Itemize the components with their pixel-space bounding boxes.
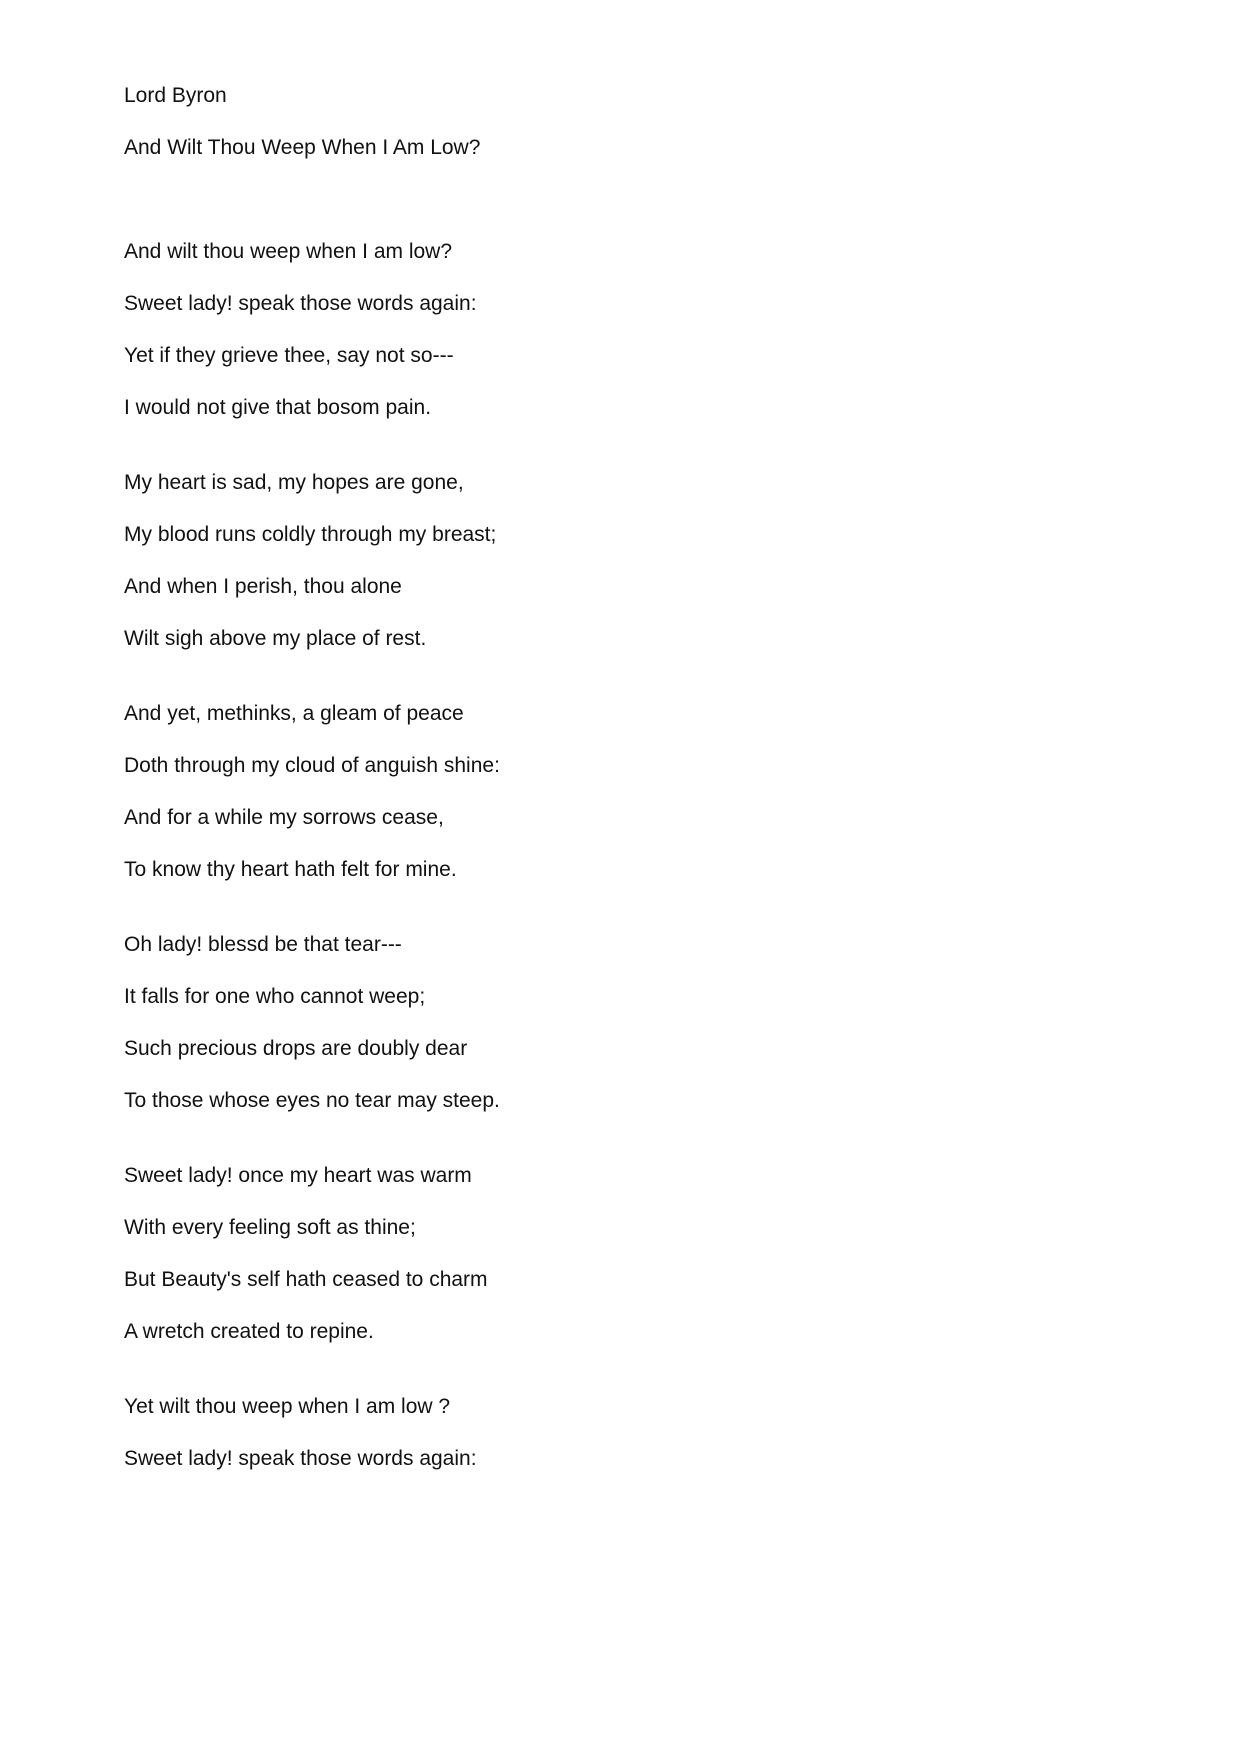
verse-line: To know thy heart hath felt for mine. <box>124 858 457 881</box>
stanza <box>124 1164 1024 1343</box>
verse-line: Oh lady! blessd be that tear--- <box>124 933 402 956</box>
verse-line: Doth through my cloud of anguish shine: <box>124 754 500 777</box>
verse-line: Such precious drops are doubly dear <box>124 1037 468 1060</box>
verse-line: It falls for one who cannot weep; <box>124 985 426 1008</box>
poem-body <box>124 84 1024 1522</box>
verse-line: Sweet lady! once my heart was warm <box>124 1164 472 1187</box>
verse-line: Sweet lady! speak those words again: <box>124 292 477 315</box>
verse-line: Sweet lady! speak those words again: <box>124 1447 477 1470</box>
verse-line: A wretch created to repine. <box>124 1320 374 1343</box>
verse-line: And wilt thou weep when I am low? <box>124 240 453 263</box>
stanza <box>124 471 1024 650</box>
stanza <box>124 933 1024 1112</box>
verse-line: I would not give that bosom pain. <box>124 396 432 419</box>
stanza <box>124 702 1024 881</box>
verse-line: And for a while my sorrows cease, <box>124 806 444 829</box>
stanza <box>124 1395 1024 1470</box>
verse-line: With every feeling soft as thine; <box>124 1216 416 1239</box>
verse-line: Wilt sigh above my place of rest. <box>124 627 427 650</box>
verse-line: But Beauty's self hath ceased to charm <box>124 1268 488 1291</box>
verse-line: To those whose eyes no tear may steep. <box>124 1089 500 1112</box>
verse-line: My heart is sad, my hopes are gone, <box>124 471 464 494</box>
verse-line: Yet if they grieve thee, say not so--- <box>124 344 454 367</box>
verse-line: My blood runs coldly through my breast; <box>124 523 497 546</box>
stanza <box>124 240 1024 419</box>
verse-line: And yet, methinks, a gleam of peace <box>124 702 464 725</box>
author-name: Lord Byron <box>124 84 227 107</box>
verse-line: And when I perish, thou alone <box>124 575 402 598</box>
poem-title: And Wilt Thou Weep When I Am Low? <box>124 136 481 159</box>
verse-line: Yet wilt thou weep when I am low ? <box>124 1395 451 1418</box>
